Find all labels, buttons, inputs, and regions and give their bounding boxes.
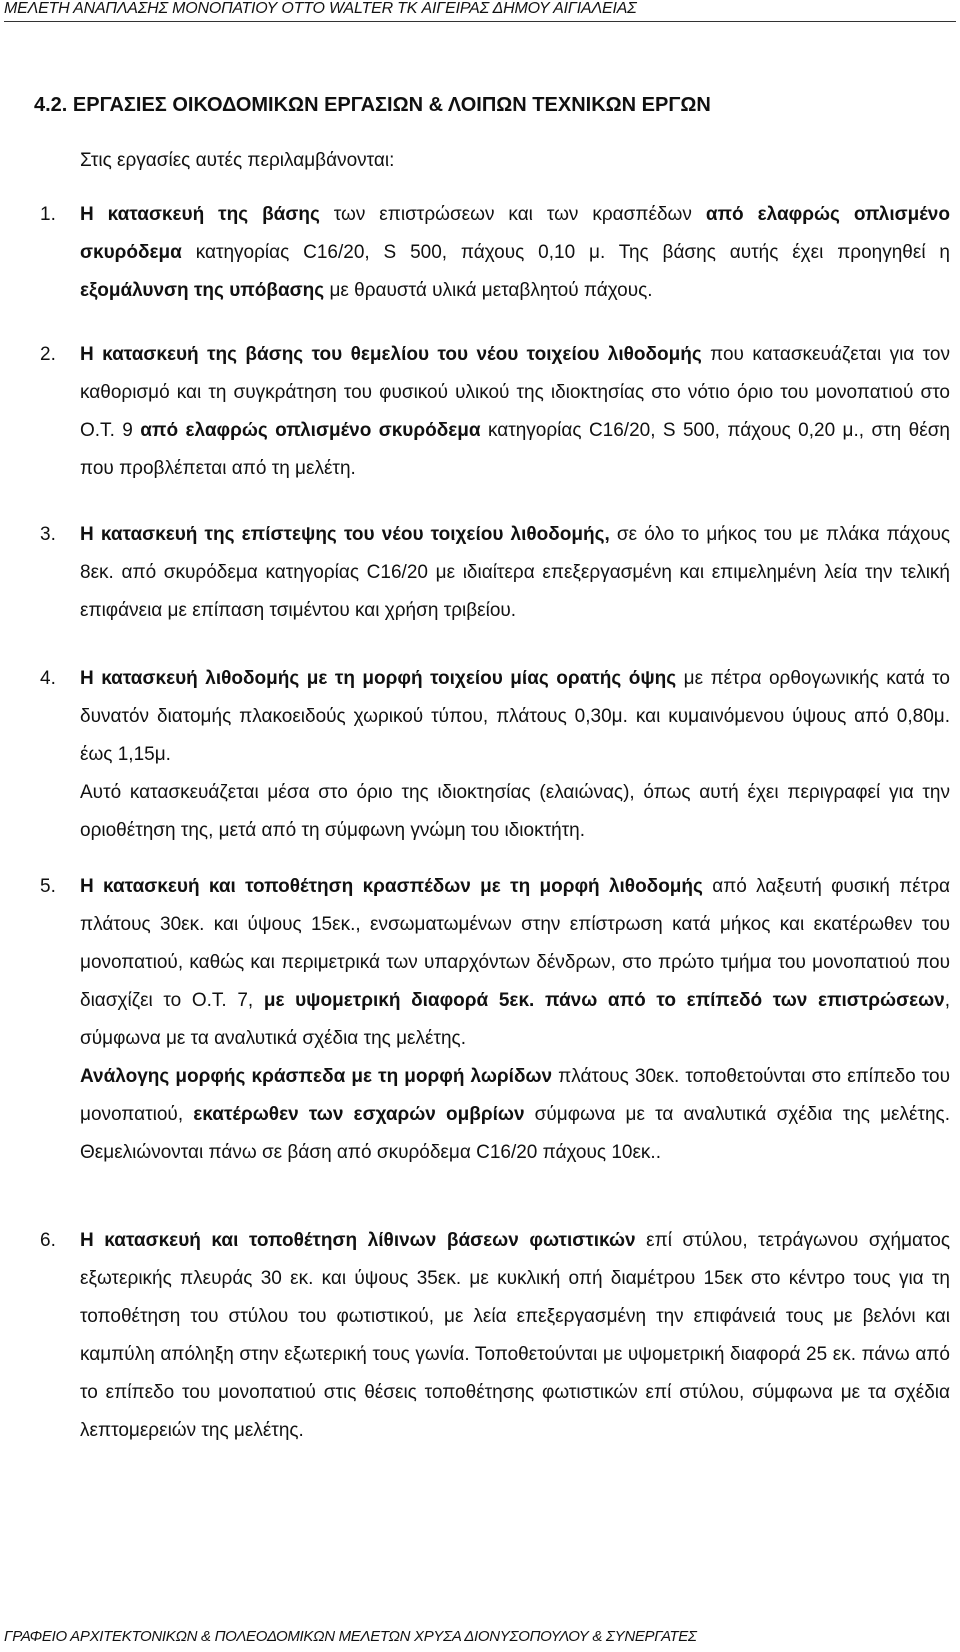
text-run: σε όλο το μήκος του με πλάκα πάχους 8εκ. από σκυρόδεμα κατηγορίας C16/20 με ιδιαίτερα επεξεργασμένη και επιμελημένη λεία την τελική επιφάνεια με επίπαση τσιμέντου και χρήση τριβείου. — [80, 524, 950, 621]
item-number: 2. — [40, 344, 56, 365]
running-header: ΜΕΛΕΤΗ ΑΝΑΠΛΑΣΗΣ ΜΟΝΟΠΑΤΙΟΥ ΟΤΤΟ WALTER TK ΑΙΓΕΙΡΑΣ ΔΗΜΟΥ ΑΙΓΙΑΛΕΙΑΣ — [4, 0, 956, 22]
item-paragraph — [80, 1058, 950, 1172]
bold-run: Η κατασκευή και τοποθέτηση κρασπέδων με τη μορφή λιθοδομής — [80, 876, 703, 897]
text-run: που κατασκευάζεται για τον καθορισμό και τη συγκράτηση του φυσικού υλικού της ιδιοκτησίας στο νότιο όριο του μονοπατιού στο Ο.Τ. 9 — [80, 344, 950, 441]
list-item-2 — [40, 336, 950, 488]
text-run: κατηγορίας C16/20, S 500, πάχους 0,10 μ. Της βάσης αυτής έχει προηγηθεί η — [181, 242, 950, 263]
intro-text: Στις εργασίες αυτές περιλαμβάνονται: — [80, 150, 395, 171]
text-run: από λαξευτή φυσική πέτρα πλάτους 30εκ. και ύψους 15εκ., ενσωματωμένων στην επίστρωση κατά μήκος και εκατέρωθεν του μονοπατιού, καθώς και περιμετρικά των υπαρχόντων δένδρων, στο πρώτο τμήμα του μονοπατιού που διασχίζει το Ο.Τ. 7, — [80, 876, 951, 1011]
list-item-3 — [40, 516, 950, 630]
bold-run: Η κατασκευή λιθοδομής με τη μορφή τοιχείου μίας ορατής όψης — [80, 668, 677, 689]
item-paragraph — [80, 196, 950, 310]
bold-run: Η κατασκευή της επίστεψης του νέου τοιχείου λιθοδομής, — [80, 524, 610, 545]
bold-run: με υψομετρική διαφορά 5εκ. πάνω από το επίπεδό των επιστρώσεων — [263, 990, 945, 1011]
text-run: με πέτρα ορθογωνικής κατά το δυνατόν διατομής πλακοειδούς χωρικού τύπου, πλάτους 0,30μ. και κυμαινόμενου ύψους από 0,80μ. έως 1,15μ. — [80, 668, 950, 765]
text-run: κατηγορίας C16/20, S 500, πάχους 0,20 μ., στη θέση που προβλέπεται από τη μελέτη. — [80, 420, 950, 479]
item-paragraph — [80, 774, 950, 850]
text-run: σύμφωνα με τα αναλυτικά σχέδια της μελέτης. Θεμελιώνονται πάνω σε βάση από σκυρόδεμα C16/20 πάχους 10εκ.. — [80, 1104, 950, 1163]
item-number: 6. — [40, 1230, 56, 1251]
list-item-5 — [40, 868, 951, 1172]
section-title: 4.2. ΕΡΓΑΣΙΕΣ ΟΙΚΟΔΟΜΙΚΩΝ ΕΡΓΑΣΙΩΝ & ΛΟΙΠΩΝ ΤΕΧΝΙΚΩΝ ΕΡΓΩΝ — [34, 94, 711, 116]
item-number: 5. — [40, 876, 56, 897]
item-number: 4. — [40, 668, 56, 689]
list-item-4 — [40, 660, 950, 850]
item-paragraph — [80, 336, 950, 488]
bold-run: από ελαφρώς οπλισμένο σκυρόδεμα — [80, 204, 950, 263]
item-paragraph — [80, 516, 950, 630]
bold-run: Η κατασκευή της βάσης — [80, 204, 320, 225]
list-item-6 — [40, 1222, 950, 1450]
text-run: με θραυστά υλικά μεταβλητού πάχους. — [324, 280, 653, 301]
item-number: 3. — [40, 524, 56, 545]
list-item-1 — [40, 196, 950, 310]
text-run: πλάτους 30εκ. τοποθετούνται στο επίπεδο του μονοπατιού, — [80, 1066, 950, 1125]
bold-run: εξομάλυνση της υπόβασης — [80, 280, 325, 301]
text-run: των επιστρώσεων και των κρασπέδων — [319, 204, 706, 225]
item-paragraph — [80, 660, 950, 774]
bold-run: Η κατασκευή της βάσης του θεμελίου του νέου τοιχείου λιθοδομής — [80, 344, 702, 365]
item-number: 1. — [40, 204, 56, 225]
bold-run: εκατέρωθεν των εσχαρών ομβρίων — [193, 1104, 525, 1125]
item-paragraph — [80, 868, 950, 1058]
text-run: Αυτό κατασκευάζεται μέσα στο όριο της ιδιοκτησίας (ελαιώνας), όπως αυτή έχει περιγραφεί για την οριοθέτηση της, μετά από τη σύμφωνη γνώμη του ιδιοκτήτη. — [80, 782, 950, 841]
text-run: , σύμφωνα με τα αναλυτικά σχέδια της μελέτης. — [80, 990, 951, 1049]
item-paragraph — [80, 1222, 950, 1450]
running-footer: ΓΡΑΦΕΙΟ ΑΡΧΙΤΕΚΤΟΝΙΚΩΝ & ΠΟΛΕΟΔΟΜΙΚΩΝ ΜΕΛΕΤΩΝ ΧΡΥΣΑ ΔΙΟΝΥΣΟΠΟΥΛΟΥ & ΣΥΝΕΡΓΑΤΕΣ — [4, 1628, 697, 1645]
bold-run: Ανάλογης μορφής κράσπεδα με τη μορφή λωρίδων — [80, 1066, 553, 1087]
text-run: επί στύλου, τετράγωνου σχήματος εξωτερικής πλευράς 30 εκ. και ύψους 35εκ. με κυκλική οπή διαμέτρου 15εκ στο κέντρο τους για τη τοποθέτηση του στύλου του φωτιστικού, με λεία επεξεργασμένη την επιφάνειά τους με βελόνι και καμπύλη απόληξη στην εξωτερική τους γωνία. Τοποθετούνται με υψομετρική διαφορά 25 εκ. πάνω από το επίπεδο του μονοπατιού στις θέσεις τοποθέτησης φωτιστικών επί στύλου, σύμφωνα με τα σχέδια λεπτομερειών της μελέτης. — [80, 1230, 950, 1441]
bold-run: από ελαφρώς οπλισμένο σκυρόδεμα — [140, 420, 481, 441]
bold-run: Η κατασκευή και τοποθέτηση λίθινων βάσεων φωτιστικών — [80, 1230, 636, 1251]
